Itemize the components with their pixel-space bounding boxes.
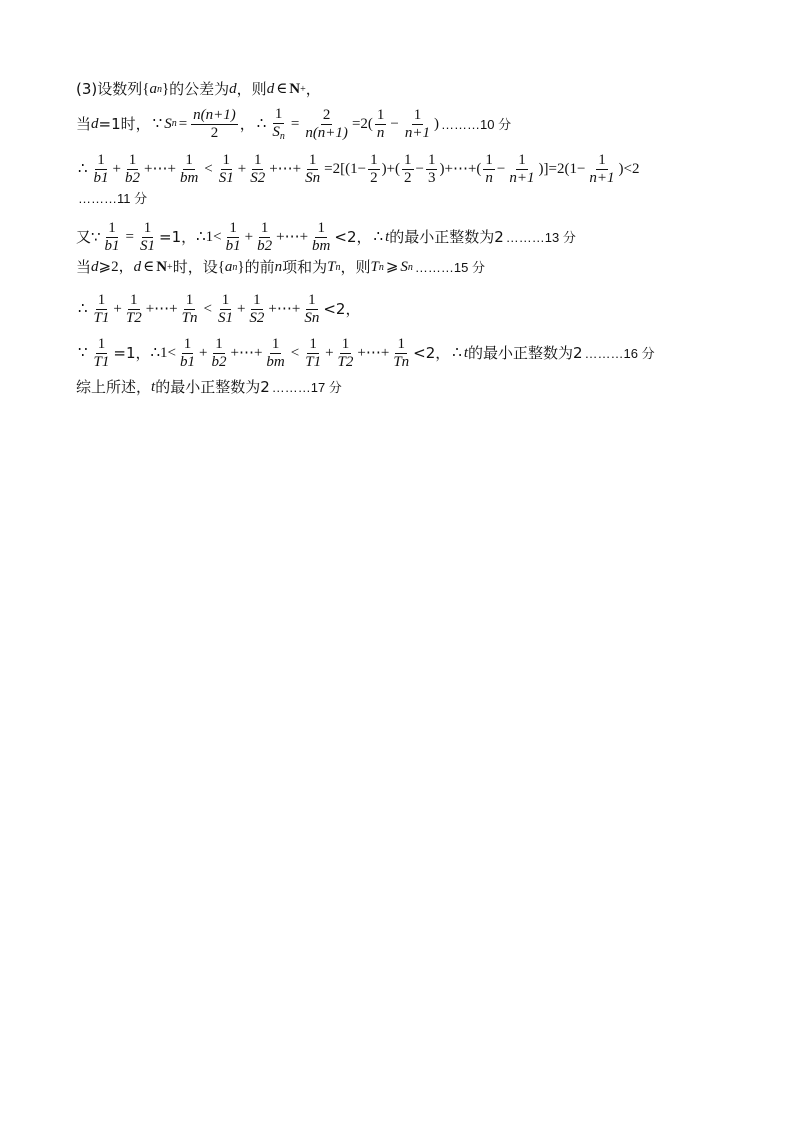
fraction-numerator: 1 bbox=[375, 107, 387, 125]
subscript-n: n bbox=[407, 261, 413, 273]
ellipsis-sum: +⋯+ bbox=[144, 161, 176, 178]
text-segment: 的公差为 bbox=[169, 80, 230, 98]
fraction-denominator: bm bbox=[179, 170, 199, 187]
fraction-denominator: T1 bbox=[93, 354, 110, 371]
therefore-symbol: ∴ bbox=[452, 345, 462, 362]
text-segment: 综上所述， bbox=[76, 378, 152, 396]
fraction-numerator: 1 bbox=[315, 220, 327, 238]
natural-numbers-symbol: N bbox=[289, 81, 301, 97]
var-T: T bbox=[370, 259, 379, 275]
text-segment: =2[(1− bbox=[324, 161, 367, 178]
plus-sign: + bbox=[237, 161, 247, 178]
fraction bbox=[216, 292, 235, 328]
fraction-denominator: S2 bbox=[249, 310, 265, 327]
text-segment: ，则 bbox=[236, 80, 267, 98]
var-d: d bbox=[266, 81, 275, 97]
fraction-numerator: 1 bbox=[183, 152, 195, 170]
less-than-sign: < bbox=[290, 345, 300, 362]
natural-numbers-symbol: N bbox=[156, 259, 168, 275]
comma: ， bbox=[305, 80, 321, 98]
fraction-numerator: n(n+1) bbox=[191, 107, 238, 125]
fraction-numerator: 1 bbox=[395, 336, 407, 354]
fraction-numerator: 1 bbox=[426, 152, 438, 170]
fraction bbox=[124, 292, 144, 328]
fraction-numerator: 1 bbox=[96, 292, 108, 310]
fraction-denominator: 2 bbox=[370, 170, 378, 187]
text-segment: 的最小正整数为2 bbox=[155, 378, 270, 396]
text-segment: )+⋯+( bbox=[439, 161, 482, 178]
comma: ， bbox=[239, 114, 255, 133]
less-than-sign: < bbox=[204, 161, 213, 178]
fraction-denominator: S1 bbox=[218, 170, 234, 187]
element-of-symbol: ∈ bbox=[276, 81, 288, 97]
plus-sign: + bbox=[325, 345, 334, 362]
var-d: d bbox=[91, 115, 99, 132]
less-than-sign: < bbox=[203, 301, 212, 318]
solution-line-1 bbox=[76, 82, 321, 97]
text-segment: 项和为 bbox=[282, 258, 328, 276]
subscript-n: n bbox=[378, 261, 384, 273]
fraction-denominator: b2 bbox=[257, 238, 273, 255]
subscript-plus: + bbox=[300, 83, 306, 95]
fraction-numerator: 1 bbox=[306, 292, 318, 310]
fraction-denominator: T1 bbox=[93, 310, 110, 327]
fraction bbox=[336, 336, 356, 372]
fraction bbox=[92, 152, 111, 188]
fraction-numerator: 1 bbox=[516, 152, 528, 170]
fraction-denominator: b1 bbox=[93, 170, 109, 187]
text-segment: 当 bbox=[76, 114, 92, 133]
fraction-denominator: b1 bbox=[180, 354, 196, 371]
text-segment: 的最小正整数为2 bbox=[468, 344, 583, 363]
fraction bbox=[264, 336, 286, 372]
fraction bbox=[587, 152, 616, 188]
brace-open: { bbox=[142, 81, 150, 97]
var-t: t bbox=[151, 379, 156, 395]
ellipsis-sum: +⋯+ bbox=[145, 301, 178, 318]
fraction-numerator: 1 bbox=[127, 152, 139, 170]
fraction-denominator: T2 bbox=[337, 354, 354, 371]
var-S: S bbox=[164, 115, 172, 132]
solution-line-8 bbox=[76, 336, 655, 372]
fraction-numerator: 1 bbox=[213, 336, 225, 354]
therefore-symbol: ∴ bbox=[373, 229, 384, 246]
ellipsis-sum: +⋯+ bbox=[230, 345, 263, 362]
fraction bbox=[92, 292, 112, 328]
fraction bbox=[210, 336, 229, 372]
fraction-denominator: Tn bbox=[393, 354, 410, 371]
fraction-denominator: bm bbox=[266, 354, 285, 371]
brace-close: } bbox=[161, 81, 170, 97]
fraction-denominator: b2 bbox=[125, 170, 141, 187]
score-marker: ………17 分 bbox=[271, 380, 342, 395]
text-segment: 的前 bbox=[244, 258, 275, 276]
text-segment: 当 bbox=[76, 258, 92, 276]
solution-line-7 bbox=[76, 292, 360, 328]
score-marker: ………11 分 bbox=[78, 191, 148, 206]
fraction-numerator: 1 bbox=[270, 336, 282, 354]
fraction-numerator: 1 bbox=[368, 152, 380, 170]
fraction-numerator: 1 bbox=[184, 292, 196, 310]
text-segment: ∴1< bbox=[196, 229, 222, 246]
fraction bbox=[92, 336, 112, 372]
subscript-n: n bbox=[156, 83, 162, 95]
fraction-numerator: 1 bbox=[307, 152, 319, 170]
brace-open: { bbox=[217, 259, 225, 275]
fraction bbox=[391, 336, 411, 372]
fraction bbox=[426, 152, 438, 188]
minus-sign: − bbox=[415, 161, 424, 178]
fraction-numerator: 1 bbox=[106, 220, 118, 238]
score-marker: ………15 分 bbox=[414, 260, 485, 275]
solution-line-2 bbox=[76, 106, 511, 143]
fraction bbox=[247, 292, 266, 328]
equals-sign: = bbox=[178, 115, 188, 132]
paren-close: ) bbox=[434, 115, 439, 132]
text-segment: (3)设数列 bbox=[76, 80, 143, 98]
fraction-denominator: 2 bbox=[210, 124, 219, 141]
fraction-numerator: 1 bbox=[252, 152, 264, 170]
var-a: a bbox=[149, 81, 157, 97]
solution-line-4 bbox=[76, 192, 147, 205]
fraction bbox=[303, 336, 323, 372]
subscript-n: n bbox=[171, 118, 177, 130]
text-segment: =1时， bbox=[98, 114, 151, 133]
fraction bbox=[217, 152, 236, 188]
text-segment: 又∵ bbox=[76, 228, 101, 247]
text-segment: =2( bbox=[351, 115, 373, 132]
fraction bbox=[368, 152, 380, 188]
fraction-denominator: S2 bbox=[250, 170, 266, 187]
score-marker: ………16 分 bbox=[584, 346, 655, 362]
fraction-numerator: 1 bbox=[273, 106, 285, 124]
fraction-denominator: n+1 bbox=[509, 170, 535, 187]
var-d: d bbox=[133, 259, 142, 275]
equals-sign: = bbox=[290, 115, 300, 132]
fraction-denominator: n bbox=[485, 170, 493, 187]
fraction bbox=[224, 220, 243, 256]
fraction bbox=[255, 220, 274, 256]
var-a: a bbox=[224, 259, 233, 275]
fraction-numerator: 1 bbox=[251, 292, 263, 310]
fraction-denominator: T1 bbox=[305, 354, 322, 371]
fraction bbox=[103, 220, 122, 256]
solution-line-9 bbox=[76, 380, 342, 395]
plus-sign: + bbox=[244, 229, 254, 246]
text-segment: ⩾2， bbox=[98, 259, 134, 275]
fraction-denominator: n(n+1) bbox=[305, 124, 348, 141]
subscript-n: n bbox=[335, 261, 341, 273]
solution-line-5 bbox=[76, 220, 576, 256]
score-marker: ………13 分 bbox=[505, 230, 576, 246]
var-n: n bbox=[274, 259, 283, 275]
subscript-plus: + bbox=[167, 261, 173, 273]
fraction-denominator: b2 bbox=[211, 354, 227, 371]
fraction-numerator: 1 bbox=[142, 220, 154, 238]
fraction bbox=[302, 292, 321, 328]
fraction-numerator: 1 bbox=[259, 220, 271, 238]
fraction-numerator: 1 bbox=[227, 220, 239, 238]
fraction-numerator: 1 bbox=[96, 336, 108, 354]
fraction bbox=[303, 107, 350, 143]
fraction-denominator: b1 bbox=[225, 238, 241, 255]
var-T: T bbox=[327, 259, 336, 275]
fraction bbox=[248, 152, 267, 188]
geq-sign: ⩾ bbox=[385, 259, 399, 275]
fraction-denominator: 3 bbox=[427, 170, 436, 187]
therefore-symbol: ∴ bbox=[256, 115, 267, 132]
fraction-numerator: 1 bbox=[95, 152, 107, 170]
therefore-symbol: ∴ bbox=[78, 301, 88, 318]
because-symbol: ∵ bbox=[78, 345, 88, 362]
solution-line-6 bbox=[76, 260, 485, 275]
fraction-denominator: n+1 bbox=[404, 124, 430, 141]
fraction bbox=[138, 220, 157, 256]
text-segment: =1， bbox=[113, 344, 151, 363]
fraction bbox=[375, 107, 387, 143]
fraction-denominator: 2 bbox=[404, 170, 412, 187]
fraction bbox=[483, 152, 495, 188]
fraction bbox=[303, 152, 322, 188]
text-segment: <2， bbox=[323, 300, 361, 319]
text-segment: 时，设 bbox=[172, 258, 218, 276]
ellipsis-sum: +⋯+ bbox=[357, 345, 390, 362]
subscript-n: n bbox=[232, 261, 238, 273]
brace-close: } bbox=[237, 259, 245, 275]
var-t: t bbox=[463, 345, 468, 362]
text-segment: 的最小正整数为2 bbox=[389, 228, 504, 247]
fraction-denominator: S1 bbox=[217, 310, 233, 327]
fraction-numerator: 1 bbox=[412, 107, 424, 125]
plus-sign: + bbox=[236, 301, 246, 318]
var-S: S bbox=[400, 259, 408, 275]
fraction-denominator: n+1 bbox=[589, 170, 615, 187]
text-segment: <2， bbox=[334, 228, 372, 247]
fraction bbox=[191, 107, 238, 143]
fraction bbox=[180, 292, 200, 328]
fraction-denominator: b1 bbox=[104, 238, 120, 255]
fraction-numerator: 1 bbox=[220, 292, 232, 310]
fraction-denominator: T2 bbox=[125, 310, 142, 327]
fraction bbox=[310, 220, 332, 256]
subscript-n: n bbox=[279, 131, 285, 143]
fraction-numerator: 1 bbox=[340, 336, 352, 354]
ellipsis-sum: +⋯+ bbox=[268, 301, 301, 318]
score-marker: ………10 分 bbox=[441, 116, 512, 132]
text-segment: )+( bbox=[381, 161, 401, 178]
plus-sign: + bbox=[199, 345, 208, 362]
fraction bbox=[402, 152, 414, 188]
fraction-denominator: Sn bbox=[304, 310, 320, 327]
fraction-numerator: 1 bbox=[596, 152, 608, 170]
fraction bbox=[178, 152, 200, 188]
var-t: t bbox=[385, 229, 390, 246]
fraction bbox=[507, 152, 536, 188]
ellipsis-sum: +⋯+ bbox=[269, 161, 302, 178]
plus-sign: + bbox=[112, 161, 122, 178]
fraction-numerator: 1 bbox=[221, 152, 233, 170]
fraction-denominator: S1 bbox=[140, 238, 156, 255]
fraction-numerator: 1 bbox=[483, 152, 495, 170]
text-segment: ，则 bbox=[340, 258, 371, 276]
fraction-numerator: 1 bbox=[128, 292, 140, 310]
fraction bbox=[403, 107, 432, 143]
fraction-denominator: bm bbox=[312, 238, 331, 255]
fraction-denominator: Tn bbox=[181, 310, 198, 327]
text-segment: )<2 bbox=[618, 161, 640, 178]
element-of-symbol: ∈ bbox=[143, 259, 155, 275]
fraction-denominator: n bbox=[376, 124, 385, 141]
fraction-numerator: 1 bbox=[402, 152, 414, 170]
text-segment: =1， bbox=[159, 228, 197, 247]
fraction bbox=[270, 106, 287, 143]
var-d: d bbox=[91, 259, 99, 275]
solution-line-3 bbox=[76, 152, 640, 188]
ellipsis-sum: +⋯+ bbox=[276, 229, 309, 246]
fraction-numerator: 1 bbox=[182, 336, 194, 354]
fraction-numerator: 1 bbox=[307, 336, 319, 354]
fraction-denominator: Sn bbox=[305, 170, 321, 187]
fraction-numerator: 2 bbox=[321, 107, 333, 125]
minus-sign: − bbox=[390, 115, 399, 132]
var-S: S bbox=[272, 124, 280, 141]
text-segment: )]=2(1− bbox=[538, 161, 586, 178]
therefore-symbol: ∴ bbox=[78, 161, 88, 178]
text-segment: <2， bbox=[413, 344, 451, 363]
plus-sign: + bbox=[113, 301, 122, 318]
minus-sign: − bbox=[496, 161, 506, 178]
fraction bbox=[178, 336, 197, 372]
var-d: d bbox=[229, 81, 237, 97]
text-segment: ∴1< bbox=[150, 345, 177, 362]
because-symbol: ∵ bbox=[152, 115, 163, 132]
equals-sign: = bbox=[125, 229, 135, 246]
fraction bbox=[123, 152, 142, 188]
